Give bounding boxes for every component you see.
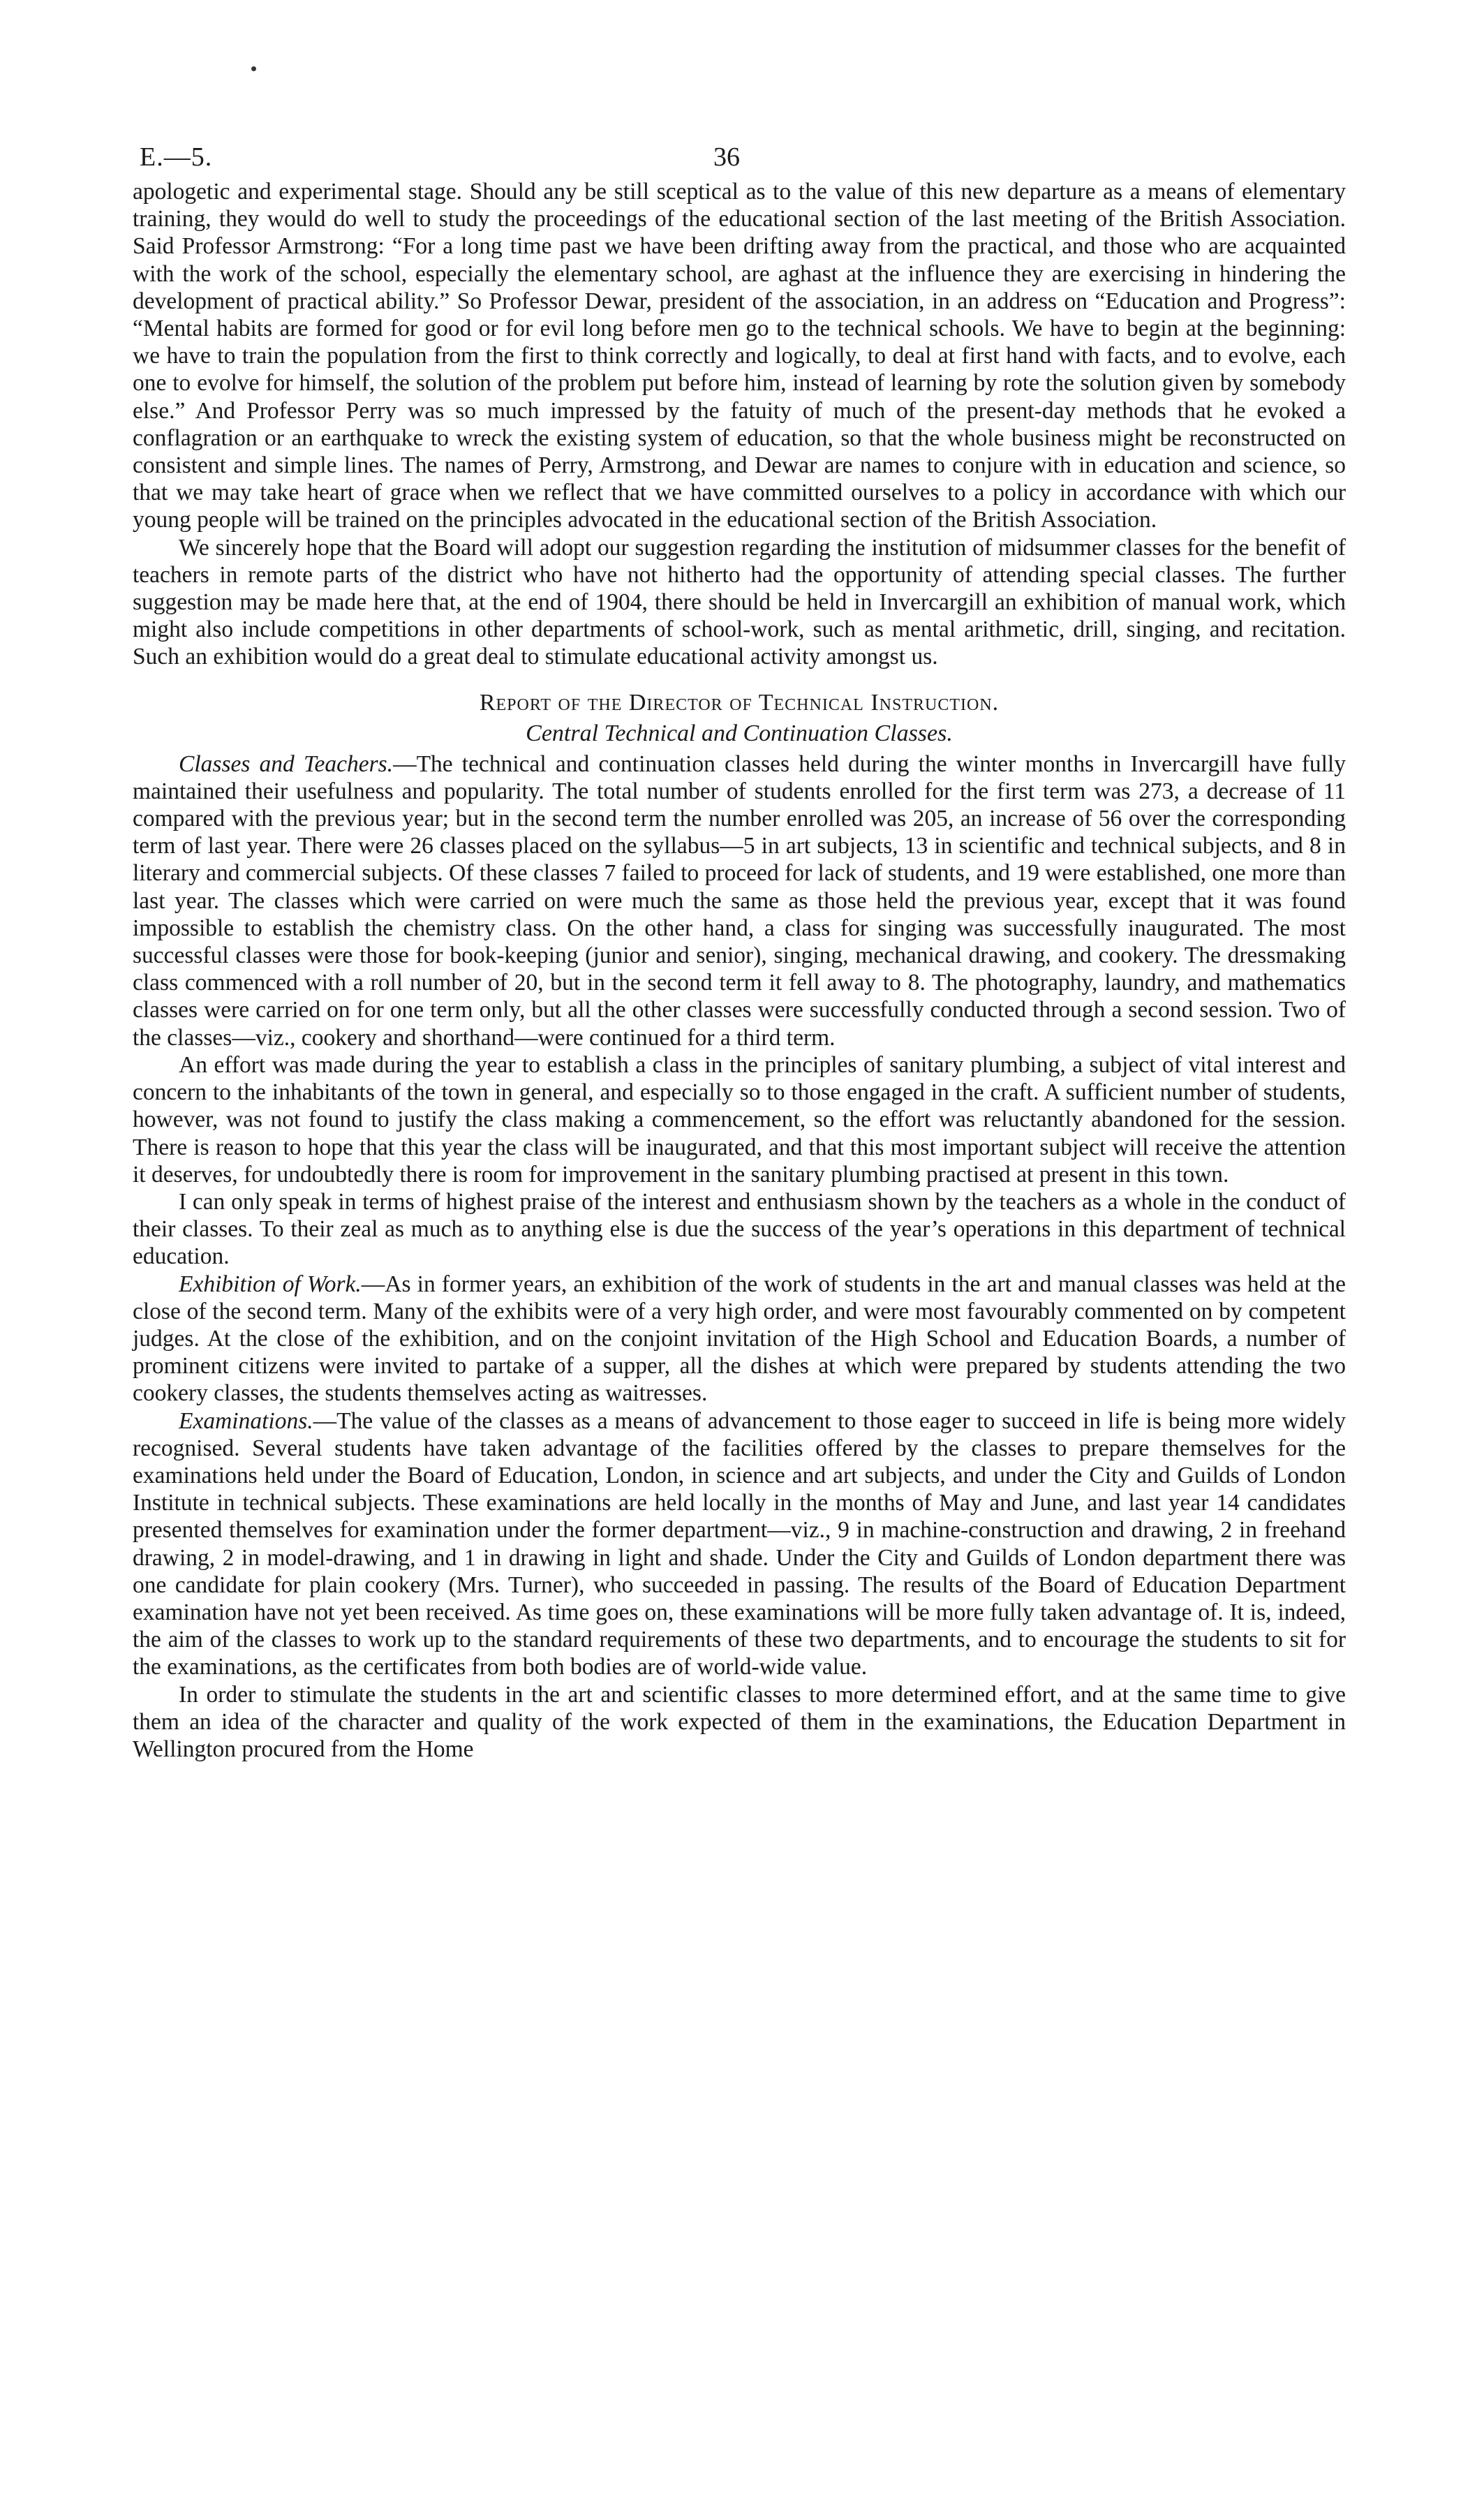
- page: [133, 129, 1346, 1763]
- paragraph-text-classes: —The technical and continuation classes held during the winter months in Invercargill have fully maintained their usefulness and popularity. The total number of students enrolled for the first term was 273, a decrease of 11 compared with the previous year; but in the second term the number enrolled was 205, an increase of 56 over the corresponding term of last year. There were 26 classes placed on the syllabus—5 in art subjects, 13 in scientific and technical subjects, and 8 in literary and commercial subjects. Of these classes 7 failed to proceed for lack of students, and 19 were established, one more than last year. The classes which were carried on were much the same as those held the previous year, except that it was found impossible to establish the chemistry class. On the other hand, a class for singing was successfully inaugurated. The most successful classes were those for book-keeping (junior and senior), singing, mechanical drawing, and cookery. The dressmaking class commenced with a roll number of 20, but in the second term it fell away to 8. The photography, laundry, and mathematics classes were carried on for one term only, but all the other classes were successfully conducted through a second session. Two of the classes—viz., cookery and shorthand—were continued for a third term.: [133, 750, 1346, 1051]
- paragraph-plumbing: An effort was made during the year to establish a class in the principles of sanitary plumbing, a subject of vital interest and concern to the inhabitants of the town in general, and especially so to those engaged in the craft. A sufficient number of students, however, was not found to justify the class making a commencement, so the effort was reluctantly abandoned for the session. There is reason to hope that this year the class will be inaugurated, and that this most important subject will receive the attention it deserves, for undoubtedly there is room for improvement in the sanitary plumbing practised at present in this town.: [133, 1051, 1346, 1188]
- paragraph-text-exhibition: —As in former years, an exhibition of the work of students in the art and manual classes was held at the close of the second term. Many of the exhibits were of a very high order, and were most favourably commented on by competent judges. At the close of the exhibition, and on the conjoint invitation of the High School and Education Boards, a number of prominent citizens were invited to partake of a supper, all the dishes at which were prepared by students attending the two cookery classes, the students themselves acting as waitresses.: [133, 1271, 1346, 1407]
- paragraph-text-examinations: —The value of the classes as a means of advancement to those eager to succeed in life is being more widely recognised. Several students have taken advantage of the facilities offered by the classes to prepare themselves for the examinations held under the Board of Education, London, in science and art subjects, and under the City and Guilds of London Institute in technical subjects. These examinations are held locally in the months of May and June, and last year 14 candidates presented themselves for examination under the former department—viz., 9 in machine-construction and drawing, 2 in freehand drawing, 2 in model-drawing, and 1 in drawing in light and shade. Under the City and Guilds of London department there was one candidate for plain cookery (Mrs. Turner), who succeeded in passing. The results of the Board of Education Department examination have not yet been received. As time goes on, these examinations will be more fully taken advantage of. It is, indeed, the aim of the classes to work up to the standard requirements of these two departments, and to encourage the students to sit for the examinations, as the certificates from both bodies are of world-wide value.: [133, 1407, 1346, 1680]
- paragraph-exhibition-of-work: [133, 1271, 1346, 1407]
- paragraph-stimulate: In order to stimulate the students in the art and scientific classes to more determined effort, and at the same time to give them an idea of the character and quality of the work expected of them in the examinations, the Education Department in Wellington procured from the Home: [133, 1681, 1346, 1762]
- paragraph-lead-classes: Classes and Teachers.: [179, 750, 394, 777]
- document-reference: E.—5.: [140, 142, 213, 172]
- page-number: 36: [713, 142, 740, 172]
- section-subheading: Central Technical and Continuation Classes.: [526, 720, 953, 746]
- stray-mark: [251, 66, 256, 71]
- paragraph-1: apologetic and experimental stage. Should any be still sceptical as to the value of this new departure as a means of elementary training, they would do well to study the proceedings of the educational section of the last meeting of the British Association. Said Professor Armstrong: “For a long time past we have been drifting away from the practical, and those who are acquainted with the work of the school, especially the elementary school, are aghast at the influence they are exercising in hindering the development of practical ability.” So Professor Dewar, president of the association, in an address on “Education and Progress”: “Mental habits are formed for good or for evil long before men go to the technical schools. We have to begin at the beginning: we have to train the population from the first to think correctly and logically, to deal at first hand with facts, and to evolve, each one to evolve for himself, the solution of the problem put before him, instead of learning by rote the solution given by somebody else.” And Professor Perry was so much impressed by the fatuity of much of the present-day methods that he evoked a conflagration or an earthquake to wreck the existing system of education, so that the whole business might be reconstructed on consistent and simple lines. The names of Perry, Armstrong, and Dewar are names to conjure with in education and science, so that we may take heart of grace when we reflect that we have committed ourselves to a policy in accordance with which our young people will be trained on the principles advocated in the educational section of the British Association.: [133, 179, 1346, 533]
- paragraph-lead-examinations: Examinations.: [179, 1407, 313, 1434]
- section-heading: Report of the Director of Technical Instruction.: [479, 689, 1000, 716]
- paragraph-lead-exhibition: Exhibition of Work.: [179, 1271, 362, 1297]
- paragraph-examinations: [133, 1407, 1346, 1681]
- paragraph-classes-and-teachers: [133, 750, 1346, 1051]
- page-header: [133, 129, 1346, 178]
- page-body: [133, 178, 1346, 1763]
- paragraph-2: We sincerely hope that the Board will adopt our suggestion regarding the institution of midsummer classes for the benefit of teachers in remote parts of the district who have not hitherto had the opportunity of attending special classes. The further suggestion may be made here that, at the end of 1904, there should be held in Invercargill an exhibition of manual work, which might also include competitions in other departments of school-work, such as mental arithmetic, drill, singing, and recitation. Such an exhibition would do a great deal to stimulate educational activity amongst us.: [133, 534, 1346, 670]
- paragraph-praise: I can only speak in terms of highest praise of the interest and enthusiasm shown by the teachers as a whole in the conduct of their classes. To their zeal as much as to anything else is due the success of the year’s operations in this department of technical education.: [133, 1188, 1346, 1270]
